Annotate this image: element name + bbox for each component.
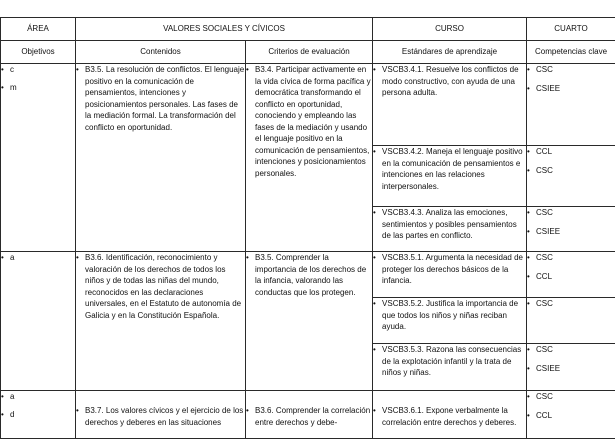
contenido-text: B3.7. Los valores cívicos y el ejercicio de los derechos y deberes en las situaciones [85,406,244,427]
estandar-cell: • VSCB3.5.3. Razona las consecuencias de la explotación infantil y la trata de niños y niñas. [373,344,527,391]
estandar-text: VSCB3.4.3. Analiza las emociones, sentimientos y posibles pensamientos de las partes en conflicto. [382,208,517,240]
list-item: • a [1,392,15,401]
contenido-text: B3.5. La resolución de conflictos. El lenguaje positivo en la comunicación de pensamientos, intenciones y posicionamientos personales. Las fases de la mediación formal. La transformación del conflicto en oportunidad. [85,65,245,132]
table-row [1,252,615,298]
competencias-cell: • CSC [527,298,615,344]
competencias-cell: • CSC • CSIEE [527,207,615,252]
estandar-text: VSCB3.4.2. Maneja el lenguaje positivo en la comunicación de pensamientos e intenciones en las relaciones interpersonales. [382,147,523,191]
contenidos-cell: • B3.7. Los valores cívicos y el ejercicio de los derechos y deberes en las situaciones [76,391,246,439]
competencias-cell: • CCL • CSC [527,146,615,207]
estandar-cell: • VSCB3.4.1. Resuelve los conflictos de modo constructivo, con ayuda de una persona adulta. [373,64,527,146]
estandar-cell: • VSCB3.4.3. Analiza las emociones, sentimientos y posibles pensamientos de las partes en conflicto. [373,207,527,252]
list-item: • m [1,82,17,92]
competencias-cell: • CSC • CCL [527,252,615,298]
criterios-cell: • B3.6. Comprender la correlación entre derechos y debe- [246,391,373,439]
estandar-cell: • VSCB3.4.2. Maneja el lenguaje positivo en la comunicación de pensamientos e intenciones en las relaciones interpersonales. [373,146,527,207]
subject-title: VALORES SOCIALES Y CÍVICOS [76,18,373,41]
criterio-text: B3.4. Participar activamente en la vida cívica de forma pacífica y democrática transformando el conflicto en oportunidad, conociendo y empleando las fases de la mediación y usando el lenguaje positivo en la comunicación de pensamientos, intenciones y posicionamientos personales. [255,65,371,178]
estandar-text: VSCB3.5.1. Argumenta la necesidad de proteger los derechos básicos de la infancia. [382,253,523,285]
column-header-criterios: Criterios de evaluación [246,41,373,64]
estandar-cell: • VSCB3.5.2. Justifica la importancia de que todos los niños y niñas reciban ayuda. [373,298,527,344]
course-label: CURSO [373,18,527,41]
contenidos-cell: • B3.5. La resolución de conflictos. El lenguaje positivo en la comunicación de pensamientos, intenciones y posicionamientos personales. Las fases de la mediación formal. La transformación del conflicto en oportunidad. [76,64,246,252]
competencias-cell: • CSC • CSIEE [527,64,615,146]
curriculum-table [0,17,615,439]
column-header-row [1,41,615,64]
estandar-cell: • VSCB3.5.1. Argumenta la necesidad de proteger los derechos básicos de la infancia. [373,252,527,298]
estandar-text: VSCB3.4.1. Resuelve los conflictos de modo constructivo, con ayuda de una persona adulta. [382,65,519,97]
objetivos-cell [1,252,76,391]
criterio-text: B3.6. Comprender la correlación entre derechos y debe- [255,406,371,427]
estandar-text: VSCB3.5.3. Razona las consecuencias de la explotación infantil y la trata de niños y niñas. [382,345,522,377]
column-header-contenidos: Contenidos [76,41,246,64]
table-row [1,391,615,439]
column-header-estandares: Estándares de aprendizaje [373,41,527,64]
competencias-cell: • CSC • CCL [527,391,615,439]
estandar-text: VSCB3.5.2. Justifica la importancia de que todos los niños y niñas reciban ayuda. [382,299,519,331]
estandar-cell: • VSCB3.6.1. Expone verbalmente la correlación entre derechos y deberes. [373,391,527,439]
objetivos-cell [1,391,76,439]
contenido-text: B3.6. Identificación, reconocimiento y valoración de los derechos de todos los niños y de todas las niñas del mundo, reconocidos en las declaraciones universales, en el Estatuto de autonomía de Galicia y en la Constitución Española. [85,253,242,320]
course-value: CUARTO [527,18,615,41]
column-header-objetivos: Objetivos [1,41,76,64]
estandar-text: VSCB3.6.1. Expone verbalmente la correlación entre derechos y deberes. [382,406,517,427]
list-item: • c [1,65,14,74]
criterio-text: B3.5. Comprender la importancia de los derechos de la infancia, valorando las conductas que los protegen. [255,253,367,297]
header-row [1,18,615,41]
list-item: • d [1,409,15,419]
list-item: • a [1,253,15,262]
competencias-cell: • CSC • CSIEE [527,344,615,391]
column-header-competencias: Competencias clave [527,41,615,64]
criterios-cell: • B3.4. Participar activamente en la vida cívica de forma pacífica y democrática transformando el conflicto en oportunidad, conociendo y empleando las fases de la mediación y usando el lenguaje positivo en la comunicación de pensamientos, intenciones y posicionamientos personales. [246,64,373,252]
criterios-cell: • B3.5. Comprender la importancia de los derechos de la infancia, valorando las conductas que los protegen. [246,252,373,391]
area-label: ÁREA [1,18,76,41]
table-row [1,64,615,146]
contenidos-cell: • B3.6. Identificación, reconocimiento y valoración de los derechos de todos los niños y de todas las niñas del mundo, reconocidos en las declaraciones universales, en el Estatuto de autonomía de Galicia y en la Constitución Española. [76,252,246,391]
objetivos-cell [1,64,76,252]
